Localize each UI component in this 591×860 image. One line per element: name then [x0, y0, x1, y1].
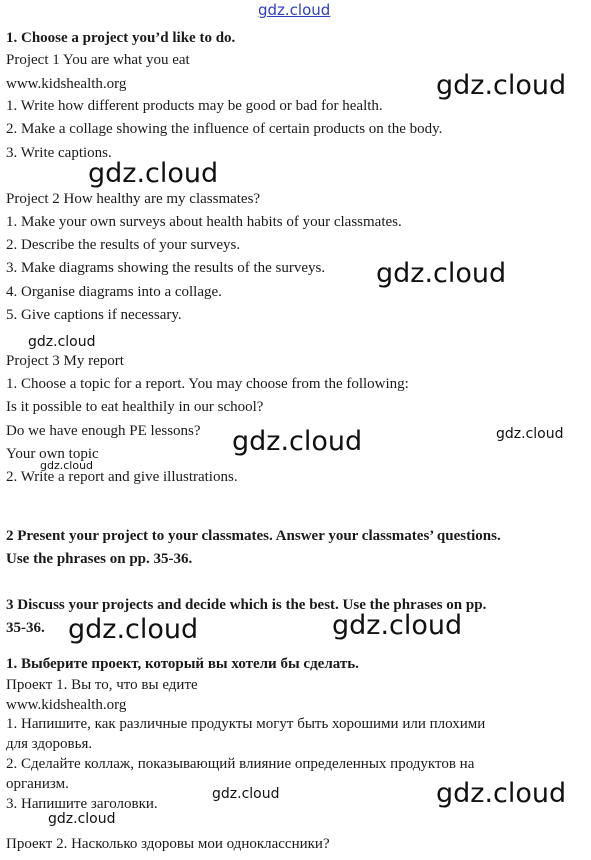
task-2-line-2: Use the phrases on pp. 35-36.: [6, 551, 193, 567]
project-3-topic-1: Is it possible to eat healthily in our school?: [6, 399, 264, 415]
task-2-line-1: 2 Present your project to your classmates. Answer your classmates’ questions.: [6, 528, 501, 544]
project-3-step-2: 2. Write a report and give illustrations.: [6, 469, 238, 485]
ru-project-1-step-1-cont: для здоровья.: [6, 736, 93, 752]
ru-project-1-link: www.kidshealth.org: [6, 697, 127, 713]
ru-project-1-step-2: 2. Сделайте коллаж, показывающий влияние определенных продуктов на: [6, 756, 475, 772]
watermark: gdz.cloud: [496, 426, 564, 442]
watermark: gdz.cloud: [28, 334, 96, 350]
ru-project-1-step-2-cont: организм.: [6, 776, 69, 792]
project-3-title: Project 3 My report: [6, 353, 124, 369]
project-2-step-5: 5. Give captions if necessary.: [6, 307, 182, 323]
ru-project-1-step-1: 1. Напишите, как различные продукты могут быть хорошими или плохими: [6, 716, 486, 732]
project-3-step-1: 1. Choose a topic for a report. You may choose from the following:: [6, 376, 409, 392]
project-2-title: Project 2 How healthy are my classmates?: [6, 191, 261, 207]
project-2-step-3: 3. Make diagrams showing the results of the surveys.: [6, 260, 326, 276]
project-3-topic-2: Do we have enough PE lessons?: [6, 423, 201, 439]
watermark-top[interactable]: gdz.cloud: [258, 1, 331, 19]
task-1-heading: 1. Choose a project you’d like to do.: [6, 30, 236, 46]
ru-task-1-heading: 1. Выберите проект, который вы хотели бы сделать.: [6, 656, 359, 672]
project-1-title: Project 1 You are what you eat: [6, 52, 190, 68]
task-3-line-1: 3 Discuss your projects and decide which is the best. Use the phrases on pp.: [6, 597, 487, 613]
project-1-step-2: 2. Make a collage showing the influence of certain products on the body.: [6, 121, 443, 137]
project-1-step-1: 1. Write how different products may be good or bad for health.: [6, 98, 383, 114]
project-3-topic-3: Your own topic: [6, 446, 99, 462]
watermark: gdz.cloud: [68, 614, 199, 645]
ru-project-1-title: Проект 1. Вы то, что вы едите: [6, 677, 198, 693]
task-3-line-2: 35-36.: [6, 620, 45, 636]
ru-project-2-title: Проект 2. Насколько здоровы мои одноклассники?: [6, 836, 330, 852]
watermark: gdz.cloud: [436, 778, 567, 809]
project-2-step-2: 2. Describe the results of your surveys.: [6, 237, 241, 253]
watermark: gdz.cloud: [88, 158, 219, 189]
watermark: gdz.cloud: [48, 811, 116, 827]
project-1-link: www.kidshealth.org: [6, 76, 127, 92]
watermark: gdz.cloud: [376, 258, 507, 289]
watermark: gdz.cloud: [232, 426, 363, 457]
watermark: gdz.cloud: [436, 70, 567, 101]
watermark: gdz.cloud: [40, 459, 94, 472]
project-1-step-3: 3. Write captions.: [6, 145, 112, 161]
project-2-step-1: 1. Make your own surveys about health habits of your classmates.: [6, 214, 402, 230]
watermark: gdz.cloud: [332, 610, 463, 641]
watermark: gdz.cloud: [212, 786, 280, 802]
project-2-step-4: 4. Organise diagrams into a collage.: [6, 284, 222, 300]
ru-project-1-step-3: 3. Напишите заголовки.: [6, 796, 158, 812]
